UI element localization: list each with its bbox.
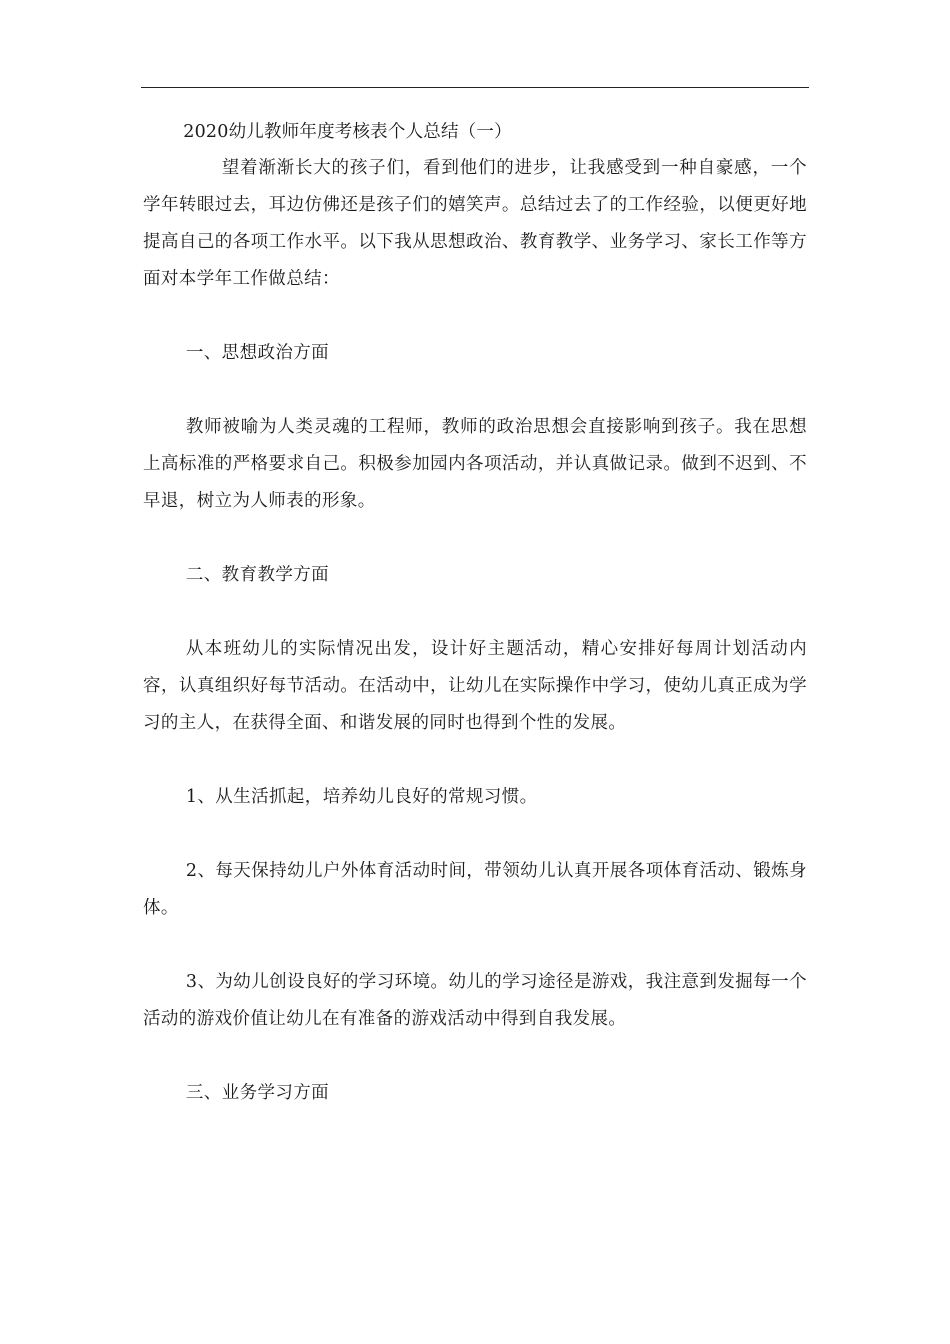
section-heading-study: 三、业务学习方面 bbox=[185, 1083, 330, 1103]
section-heading-teaching: 二、教育教学方面 bbox=[185, 565, 330, 585]
intro-paragraph: 望着渐渐长大的孩子们，看到他们的进步，让我感受到一种自豪感，一个学年转眼过去，耳边仿佛还是孩子们的嬉笑声。总结过去了的工作经验，以便更好地提高自己的各项工作水平。以下我从思想政治、教育教学、业务学习、家长工作等方面对本学年工作做总结： bbox=[143, 158, 807, 289]
header-rule bbox=[141, 87, 809, 88]
list-item-1: 1、从生活抓起，培养幼儿良好的常规习惯。 bbox=[185, 787, 538, 807]
document-body bbox=[143, 118, 807, 1112]
section-body-politics: 教师被喻为人类灵魂的工程师，教师的政治思想会直接影响到孩子。我在思想上高标准的严格要求自己。积极参加园内各项活动，并认真做记录。做到不迟到、不早退，树立为人师表的形象。 bbox=[143, 417, 807, 511]
section-body-teaching: 从本班幼儿的实际情况出发，设计好主题活动，精心安排好每周计划活动内容，认真组织好每节活动。在活动中，让幼儿在实际操作中学习，使幼儿真正成为学习的主人，在获得全面、和谐发展的同时也得到个性的发展。 bbox=[143, 639, 807, 733]
list-item-2: 2、每天保持幼儿户外体育活动时间，带领幼儿认真开展各项体育活动、锻炼身体。 bbox=[143, 861, 807, 918]
document-title: 2020幼儿教师年度考核表个人总结（一） bbox=[183, 122, 512, 142]
list-item-3: 3、为幼儿创设良好的学习环境。幼儿的学习途径是游戏，我注意到发掘每一个活动的游戏价值让幼儿在有准备的游戏活动中得到自我发展。 bbox=[143, 972, 807, 1029]
section-heading-politics: 一、思想政治方面 bbox=[185, 343, 330, 363]
